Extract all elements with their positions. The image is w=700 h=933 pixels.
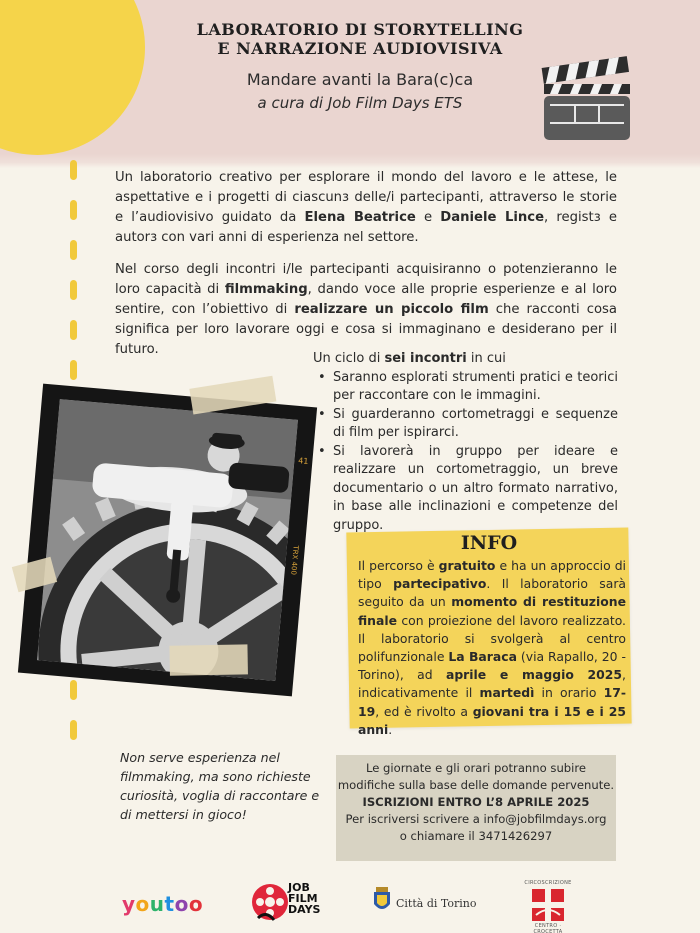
list-item: • Si lavorerà in gruppo per ideare e realizzare un cortometraggio, un breve documentario o un altro formato narrativo, in base alle inclinazioni e competenze del gruppo.: [313, 443, 618, 536]
registration-line-2: Per iscriversi scrivere a info@jobfilmdays.org: [345, 812, 607, 826]
info-highlight: partecipativo: [393, 576, 487, 592]
info-highlight: martedì: [479, 685, 535, 701]
gear-illustration: [37, 399, 298, 681]
note-text: Non serve esperienza nel filmmaking, ma sono richieste curiosità, voglia di raccontare e di mettersi in gioco!: [120, 750, 320, 822]
youtoo-letter: t: [164, 892, 175, 916]
info-span: con proiezione del lavoro realizzato. Il laboratorio si svolgerà al centro polifunzionale: [358, 612, 626, 665]
list-item: • Saranno esplorati strumenti pratici e teorici per raccontare con le immagini.: [313, 369, 618, 406]
clapperboard-icon: [538, 52, 634, 144]
subtitle: Mandare avanti la Bara(c)ca: [246, 70, 474, 89]
jfd-word: FILM: [288, 892, 318, 905]
film-frame: [18, 384, 317, 697]
intro-text: , dando voce alle proprie esperienze e al loro sentire, con l’obiettivo di: [115, 282, 617, 317]
info-span: , indicativamente il: [358, 667, 626, 701]
jfd-word: JOB: [288, 881, 310, 894]
intro-text: Nel corso degli incontri i/le partecipanti acquisiranno o potenzieranno le loro capacità di: [115, 262, 617, 297]
film-label-trx: TRX 400: [289, 545, 301, 576]
cycle-list: [313, 369, 618, 536]
info-text: [358, 557, 626, 739]
film-reel-icon: [250, 880, 290, 926]
cycle-lead-text: in cui: [466, 351, 506, 366]
logo-bar: [0, 878, 700, 933]
youtoo-letter: y: [122, 892, 136, 916]
highlight-small-film: realizzare un piccolo film: [294, 302, 489, 317]
info-highlight: La Baraca: [448, 649, 517, 665]
youtoo-letter: u: [149, 892, 165, 916]
tutor-name-elena: Elena Beatrice: [304, 210, 416, 225]
info-span: Il percorso è: [358, 558, 439, 573]
cycle-lead: [313, 350, 618, 369]
tutor-name-daniele: Daniele Lince: [440, 210, 545, 225]
page-title: [150, 20, 570, 58]
intro-text: che racconti cosa significa per loro lavorare oggi e cosa si immaginano e desiderano per il futuro.: [115, 302, 617, 357]
info-span: (via Rapallo, 20 - Torino), ad: [358, 649, 626, 683]
photo-gears-illustration: [37, 399, 298, 681]
info-highlight: momento di restituzione finale: [358, 594, 626, 628]
film-label-41: 41: [297, 456, 309, 466]
youtoo-letter: o: [174, 892, 189, 916]
circoscrizione-crest-icon: [520, 887, 576, 925]
youtoo-logo: [122, 892, 203, 916]
highlight-filmmaking: filmmaking: [224, 282, 308, 297]
info-highlight: aprile e maggio 2025: [445, 667, 623, 683]
curator-line: a cura di Job Film Days ETS: [257, 94, 463, 112]
circoscrizione-logo: [520, 880, 576, 933]
registration-line-3: o chiamare il 3471426297: [399, 829, 553, 843]
info-span: . Il laboratorio sarà seguito da un: [358, 576, 627, 610]
info-highlight: giovani tra i 15 e i 25 anni: [358, 703, 627, 737]
youtoo-letter: o: [188, 892, 204, 916]
title-line-2: E NARRAZIONE AUDIOVISIVA: [217, 39, 503, 58]
jfd-wordmark: [288, 882, 320, 915]
intro-text: e: [415, 210, 441, 225]
info-title: INFO: [460, 532, 518, 554]
cycle-lead-text: Un ciclo di: [313, 351, 385, 366]
job-film-days-logo: [250, 880, 340, 926]
intro-text: , registɜ e autorɜ con vari anni di esperienza nel settore.: [115, 210, 617, 245]
info-highlight: 17-19: [358, 685, 626, 719]
circoscrizione-label: CIRCOSCRIZIONE: [524, 880, 572, 886]
list-item: • Si guarderanno cortometraggi e sequenze di film per ispirarci.: [313, 406, 618, 443]
title-line-1: LABORATORIO DI STORYTELLING: [196, 20, 524, 39]
tape-bottom: [169, 644, 248, 675]
torino-crest-icon: [372, 886, 392, 916]
torino-wordmark: Città di Torino: [396, 897, 477, 910]
info-span: in orario: [534, 685, 604, 701]
intro-paragraph-2: [115, 260, 617, 360]
citta-di-torino-logo: [372, 886, 487, 922]
youtoo-letter: o: [135, 892, 150, 916]
registration-deadline: [336, 794, 616, 811]
jfd-word: DAYS: [288, 903, 321, 916]
registration-deadline-text: ISCRIZIONI ENTRO L’8 APRILE 2025: [362, 795, 590, 809]
film-photo: [18, 384, 317, 697]
info-span: .: [388, 721, 393, 737]
registration-text: [336, 760, 616, 845]
intro-paragraph-1: [115, 168, 617, 248]
info-span: e ha un approccio di tipo: [358, 558, 627, 592]
info-span: , ed è rivolto a: [375, 703, 473, 719]
cycle-lead-highlight: sei incontri: [384, 351, 467, 366]
circoscrizione-sublabel: CENTRO · CROCETTA: [533, 923, 563, 933]
info-highlight: gratuito: [438, 558, 496, 573]
cycle-section: [313, 350, 618, 535]
registration-line-1: Le giornate e gli orari potranno subire modifiche sulla base delle domande pervenute.: [337, 761, 615, 792]
intro-text: Un laboratorio creativo per esplorare il mondo del lavoro e le attese, le aspettative e i progetti di ciascunɜ delle/i partecipanti, attraverso le storie e l’audiovisivo guidato da: [115, 170, 617, 225]
